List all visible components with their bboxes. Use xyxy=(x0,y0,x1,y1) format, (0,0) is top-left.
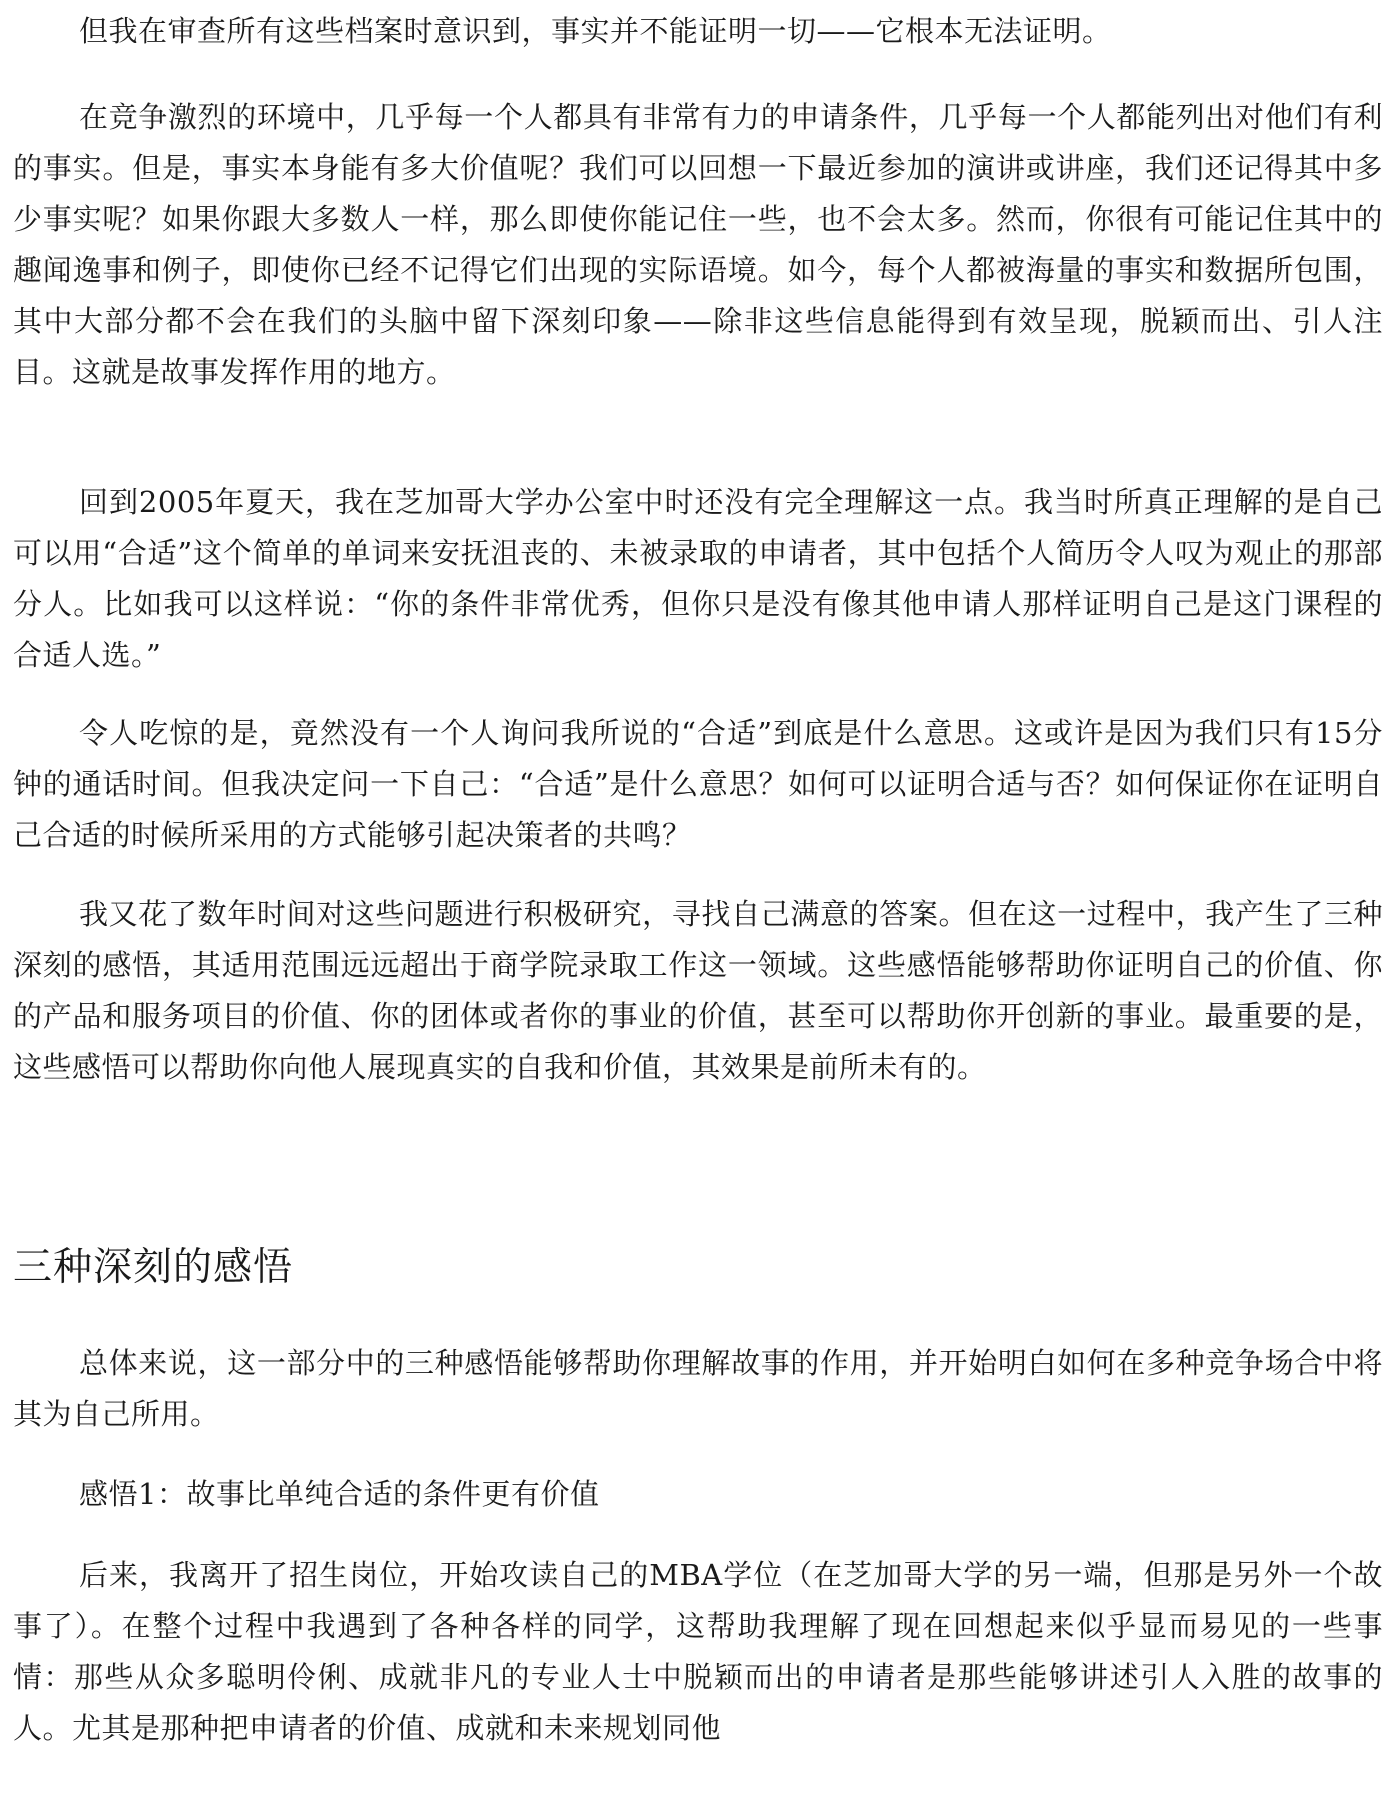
paragraph-mba-story: 后来，我离开了招生岗位，开始攻读自己的MBA学位（在芝加哥大学的另一端，但那是另外一个故事了）。在整个过程中我遇到了各种各样的同学，这帮助我理解了现在回想起来似乎显而易见的一些事情：那些从众多聪明伶俐、成就非凡的专业人士中脱颖而出的申请者是那些能够讲述引人入胜的故事的人。尤其是那种把申请者的价值、成就和未来规划同他 xyxy=(13,1558,1383,1745)
paragraph-competitive-environment: 在竞争激烈的环境中，几乎每一个人都具有非常有力的申请条件，几乎每一个人都能列出对他们有利的事实。但是，事实本身能有多大价值呢？我们可以回想一下最近参加的演讲或讲座，我们还记得其中多少事实呢？如果你跟大多数人一样，那么即使你能记住一些，也不会太多。然而，你很有可能记住其中的趣闻逸事和例子，即使你已经不记得它们出现的实际语境。如今，每个人都被海量的事实和数据所包围，其中大部分都不会在我们的头脑中留下深刻印象——除非这些信息能得到有效呈现，脱颖而出、引人注目。这就是故事发挥作用的地方。 xyxy=(13,100,1383,389)
insight-1-title: 感悟1：故事比单纯合适的条件更有价值 xyxy=(79,1477,600,1511)
paragraph-facts-cannot-prove: 但我在审查所有这些档案时意识到，事实并不能证明一切——它根本无法证明。 xyxy=(79,14,1112,48)
paragraph-summer-2005: 回到2005年夏天，我在芝加哥大学办公室中时还没有完全理解这一点。我当时所真正理解的是自己可以用“合适”这个简单的单词来安抚沮丧的、未被录取的申请者，其中包括个人简历令人叹为观止的那部分人。比如我可以这样说：“你的条件非常优秀，但你只是没有像其他申请人那样证明自己是这门课程的合适人选。” xyxy=(13,485,1383,672)
paragraph-three-insights-origin: 我又花了数年时间对这些问题进行积极研究，寻找自己满意的答案。但在这一过程中，我产生了三种深刻的感悟，其适用范围远远超出于商学院录取工作这一领域。这些感悟能够帮助你证明自己的价值、你的产品和服务项目的价值、你的团体或者你的事业的价值，甚至可以帮助你开创新的事业。最重要的是，这些感悟可以帮助你向他人展现真实的自我和价值，其效果是前所未有的。 xyxy=(13,897,1383,1084)
paragraph-what-is-fit: 令人吃惊的是，竟然没有一个人询问我所说的“合适”到底是什么意思。这或许是因为我们只有15分钟的通话时间。但我决定问一下自己：“合适”是什么意思？如何可以证明合适与否？如何保证你在证明自己合适的时候所采用的方式能够引起决策者的共鸣？ xyxy=(13,716,1383,852)
section-heading: 三种深刻的感悟 xyxy=(13,1245,294,1290)
paragraph-section-intro: 总体来说，这一部分中的三种感悟能够帮助你理解故事的作用，并开始明白如何在多种竞争场合中将其为自己所用。 xyxy=(13,1346,1383,1431)
